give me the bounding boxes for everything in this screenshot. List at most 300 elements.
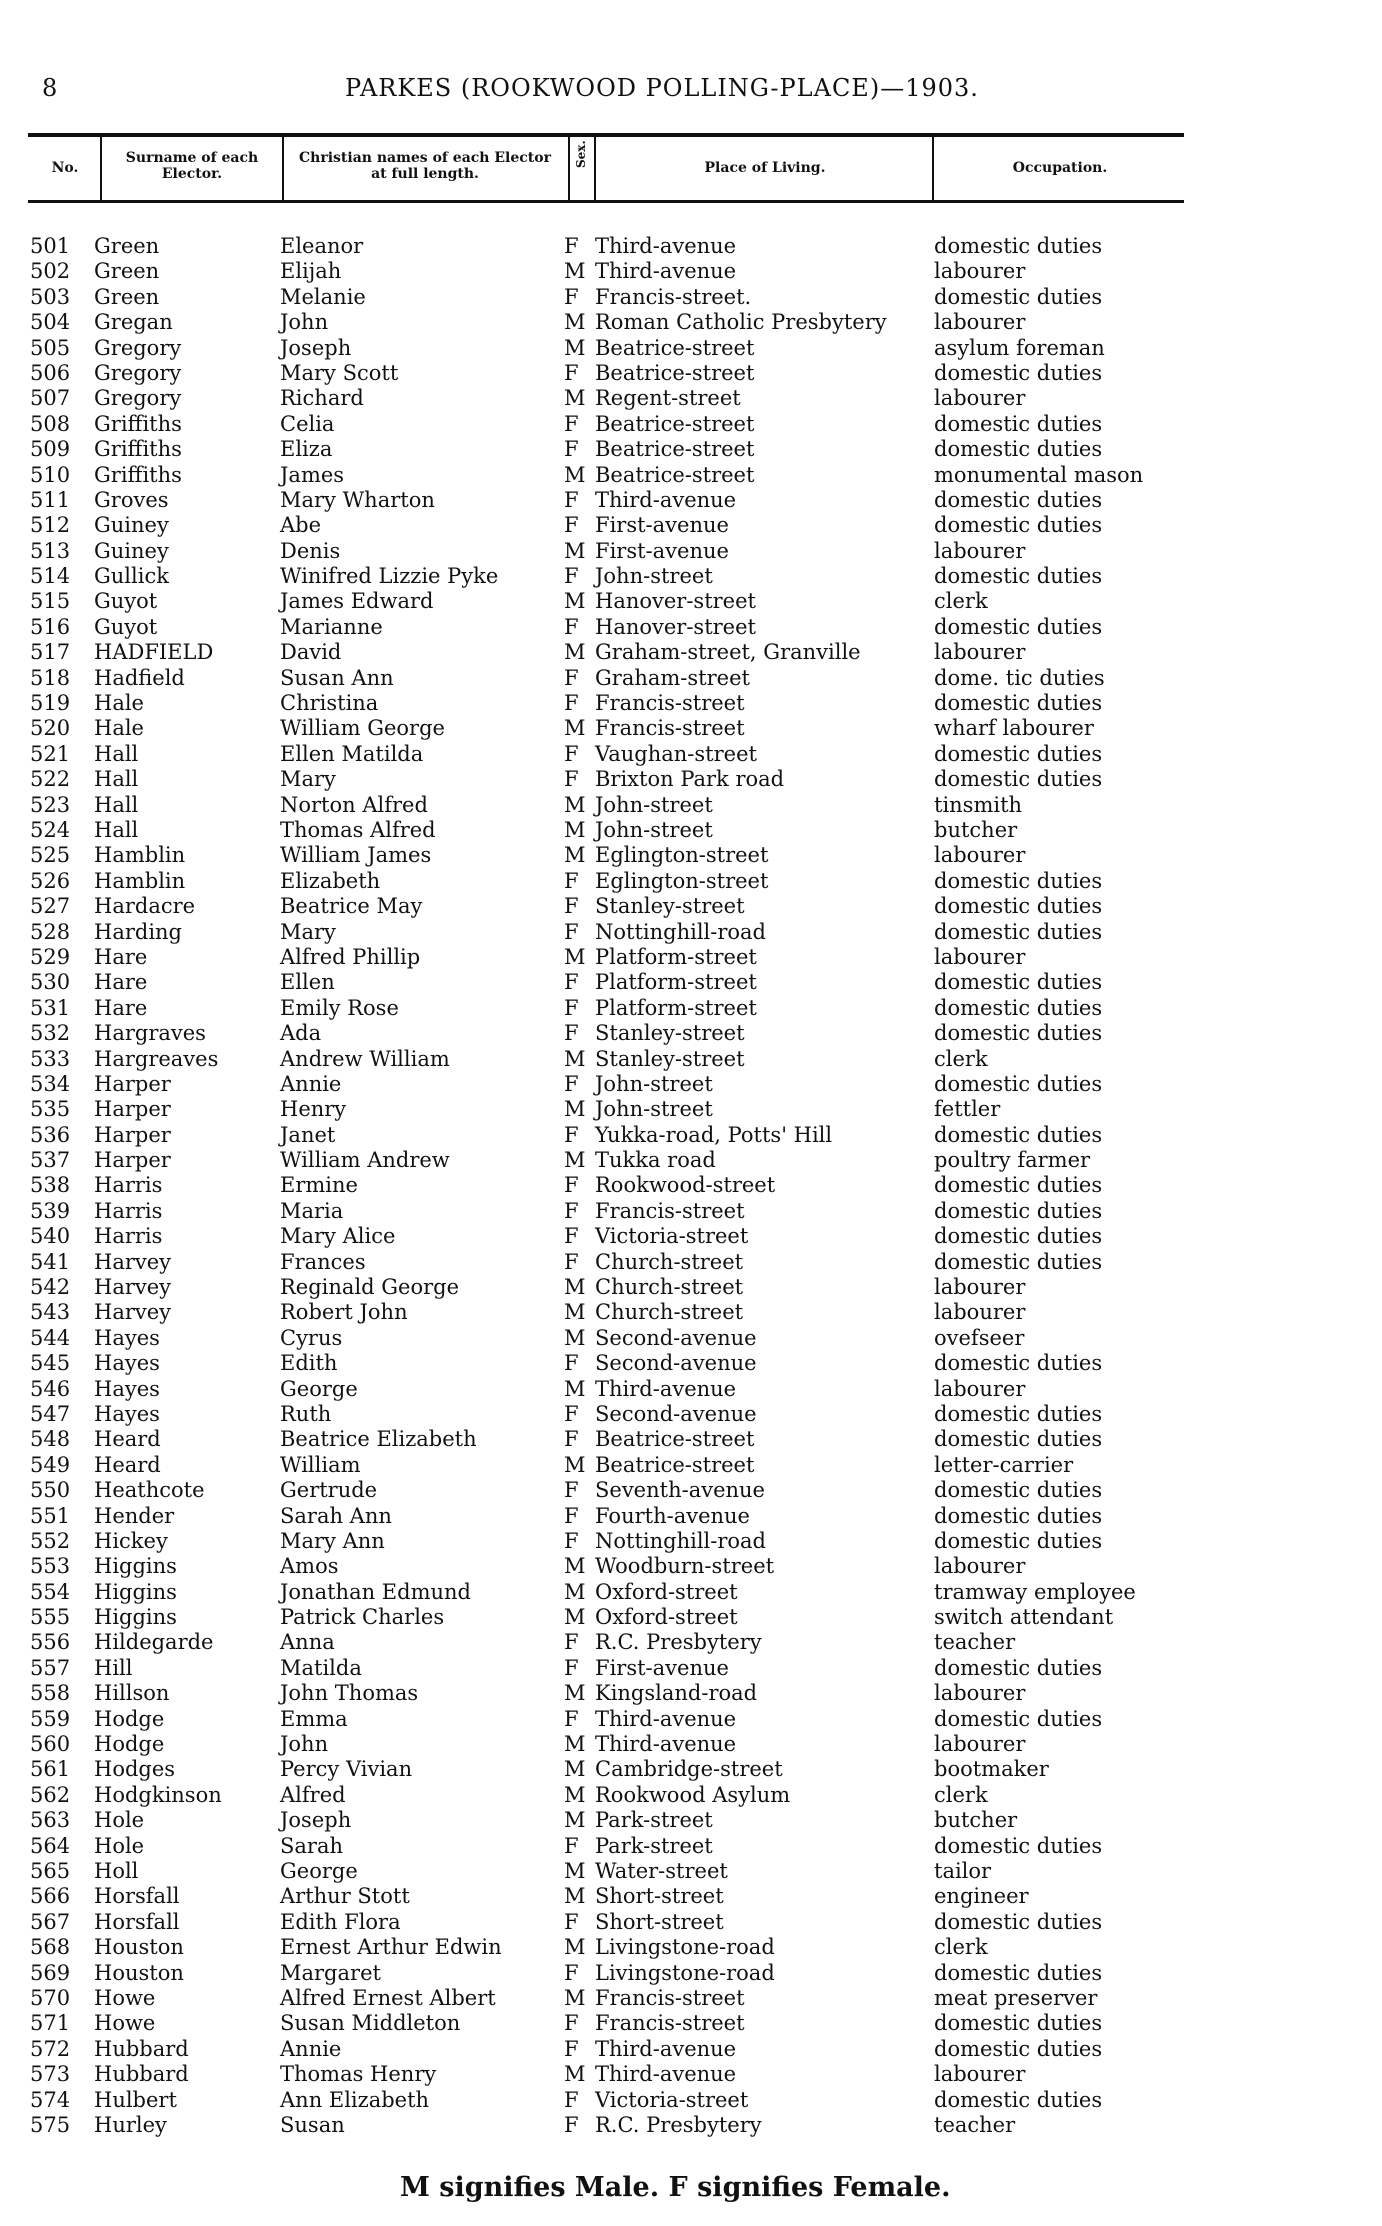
elector-christian-names: Annie — [280, 2036, 342, 2061]
elector-sex: F — [564, 614, 579, 639]
elector-place-of-living: Short-street — [595, 1909, 724, 1934]
elector-christian-names: Beatrice Elizabeth — [280, 1427, 477, 1452]
elector-christian-names: Ellen Matilda — [280, 741, 424, 766]
elector-list — [0, 234, 1382, 2138]
table-row — [0, 640, 1382, 665]
elector-christian-names: Reginald George — [280, 1275, 460, 1300]
elector-occupation: asylum foreman — [934, 335, 1105, 360]
elector-place-of-living: Park-street — [595, 1833, 713, 1858]
elector-place-of-living: Yukka-road, Potts' Hill — [595, 1122, 833, 1147]
table-row — [0, 1783, 1382, 1808]
table-row — [0, 1554, 1382, 1579]
elector-surname: Hale — [94, 691, 144, 716]
elector-christian-names: John Thomas — [280, 1681, 419, 1706]
elector-occupation: labourer — [934, 640, 1026, 665]
elector-christian-names: Mary Ann — [280, 1528, 385, 1553]
elector-sex: F — [564, 1909, 579, 1934]
elector-number: 508 — [30, 411, 71, 436]
table-row — [0, 1377, 1382, 1402]
elector-place-of-living: Eglington-street — [595, 868, 769, 893]
elector-number: 525 — [30, 843, 71, 868]
table-row — [0, 1834, 1382, 1859]
elector-christian-names: George — [280, 1376, 358, 1401]
elector-place-of-living: Beatrice-street — [595, 411, 755, 436]
elector-occupation: labourer — [934, 259, 1026, 284]
elector-place-of-living: Brixton Park road — [595, 767, 785, 792]
elector-sex: M — [564, 1681, 586, 1706]
elector-christian-names: Winifred Lizzie Pyke — [280, 564, 499, 589]
elector-number: 575 — [30, 2112, 71, 2137]
elector-surname: Gregory — [94, 360, 182, 385]
elector-christian-names: Christina — [280, 691, 379, 716]
elector-number: 528 — [30, 919, 71, 944]
elector-place-of-living: Platform-street — [595, 995, 757, 1020]
elector-christian-names: Arthur Stott — [280, 1884, 410, 1909]
elector-surname: Hickey — [94, 1528, 168, 1553]
table-row — [0, 539, 1382, 564]
elector-number: 549 — [30, 1452, 71, 1477]
table-row — [0, 1021, 1382, 1046]
table-row — [0, 488, 1382, 513]
elector-occupation: domestic duties — [934, 1122, 1103, 1147]
elector-place-of-living: Church-street — [595, 1275, 744, 1300]
elector-occupation: domestic duties — [934, 2011, 1103, 2036]
elector-sex: F — [564, 970, 579, 995]
elector-sex: M — [564, 1732, 586, 1757]
elector-christian-names: John — [280, 310, 329, 335]
elector-christian-names: Sarah — [280, 1833, 343, 1858]
elector-surname: Green — [94, 234, 160, 258]
elector-number: 559 — [30, 1706, 71, 1731]
elector-christian-names: Norton Alfred — [280, 792, 428, 817]
elector-occupation: labourer — [934, 1554, 1026, 1579]
elector-sex: M — [564, 462, 586, 487]
table-row — [0, 1351, 1382, 1376]
elector-occupation: domestic duties — [934, 919, 1103, 944]
elector-surname: Hargreaves — [94, 1046, 219, 1071]
elector-surname: Hall — [94, 741, 139, 766]
elector-place-of-living: Second-avenue — [595, 1325, 757, 1350]
column-header-christian: Christian names of each Elector at full length. — [299, 150, 551, 182]
table-row — [0, 1478, 1382, 1503]
elector-place-of-living: Rookwood Asylum — [595, 1782, 791, 1807]
elector-number: 570 — [30, 1985, 71, 2010]
elector-place-of-living: Third-avenue — [595, 487, 737, 512]
elector-christian-names: Percy Vivian — [280, 1757, 413, 1782]
elector-christian-names: William George — [280, 716, 445, 741]
elector-place-of-living: John-street — [595, 564, 713, 589]
elector-christian-names: David — [280, 640, 342, 665]
table-row — [0, 1808, 1382, 1833]
elector-surname: Howe — [94, 2011, 156, 2036]
elector-number: 564 — [30, 1833, 71, 1858]
elector-occupation: domestic duties — [934, 1706, 1103, 1731]
elector-place-of-living: Third-avenue — [595, 234, 737, 258]
table-row — [0, 869, 1382, 894]
elector-sex: F — [564, 1528, 579, 1553]
table-row — [0, 1148, 1382, 1173]
elector-christian-names: William James — [280, 843, 432, 868]
elector-christian-names: Amos — [280, 1554, 339, 1579]
elector-surname: Horsfall — [94, 1909, 180, 1934]
elector-christian-names: Annie — [280, 1071, 342, 1096]
elector-number: 545 — [30, 1351, 71, 1376]
elector-occupation: engineer — [934, 1884, 1029, 1909]
elector-number: 548 — [30, 1427, 71, 1452]
table-row — [0, 1605, 1382, 1630]
elector-occupation: domestic duties — [934, 437, 1103, 462]
elector-christian-names: Mary Alice — [280, 1224, 396, 1249]
elector-christian-names: Cyrus — [280, 1325, 343, 1350]
elector-number: 550 — [30, 1478, 71, 1503]
table-row — [0, 716, 1382, 741]
elector-christian-names: Ada — [280, 1021, 322, 1046]
page-number: 8 — [42, 74, 58, 102]
elector-number: 505 — [30, 335, 71, 360]
elector-place-of-living: Livingstone-road — [595, 1960, 775, 1985]
elector-number: 519 — [30, 691, 71, 716]
elector-place-of-living: Victoria-street — [595, 2087, 749, 2112]
elector-christian-names: Mary Scott — [280, 360, 399, 385]
elector-surname: Hardacre — [94, 894, 196, 919]
elector-surname: Guyot — [94, 614, 158, 639]
elector-sex: F — [564, 2112, 579, 2137]
table-row — [0, 285, 1382, 310]
elector-sex: F — [564, 360, 579, 385]
elector-place-of-living: Victoria-street — [595, 1224, 749, 1249]
elector-surname: Harris — [94, 1173, 163, 1198]
elector-place-of-living: John-street — [595, 1097, 713, 1122]
elector-christian-names: Celia — [280, 411, 335, 436]
table-row — [0, 1630, 1382, 1655]
table-row — [0, 1986, 1382, 2011]
table-row — [0, 1935, 1382, 1960]
table-row — [0, 793, 1382, 818]
elector-christian-names: Frances — [280, 1249, 366, 1274]
elector-christian-names: Abe — [280, 513, 322, 538]
elector-number: 518 — [30, 665, 71, 690]
elector-place-of-living: Francis-street — [595, 691, 745, 716]
elector-christian-names: Mary — [280, 919, 336, 944]
elector-christian-names: Alfred Phillip — [280, 944, 421, 969]
table-row — [0, 1427, 1382, 1452]
elector-christian-names: Melanie — [280, 284, 366, 309]
elector-christian-names: Susan Middleton — [280, 2011, 461, 2036]
elector-place-of-living: Beatrice-street — [595, 462, 755, 487]
elector-surname: Hubbard — [94, 2062, 189, 2087]
column-header-surname: Surname of each Elector. — [125, 150, 259, 182]
elector-number: 542 — [30, 1275, 71, 1300]
elector-place-of-living: Roman Catholic Presbytery — [595, 310, 887, 335]
elector-surname: Harper — [94, 1097, 171, 1122]
elector-surname: Hayes — [94, 1376, 160, 1401]
elector-surname: Harper — [94, 1148, 171, 1173]
elector-surname: Harris — [94, 1224, 163, 1249]
elector-number: 573 — [30, 2062, 71, 2087]
elector-occupation: clerk — [934, 1782, 988, 1807]
table-row — [0, 1656, 1382, 1681]
elector-occupation: labourer — [934, 1275, 1026, 1300]
elector-christian-names: Beatrice May — [280, 894, 423, 919]
column-header-occupation: Occupation. — [1012, 160, 1108, 176]
elector-number: 513 — [30, 538, 71, 563]
elector-number: 560 — [30, 1732, 71, 1757]
elector-place-of-living: Francis-street — [595, 716, 745, 741]
column-divider — [282, 136, 284, 200]
elector-number: 551 — [30, 1503, 71, 1528]
table-row — [0, 970, 1382, 995]
elector-occupation: labourer — [934, 310, 1026, 335]
elector-sex: F — [564, 1071, 579, 1096]
elector-place-of-living: John-street — [595, 1071, 713, 1096]
elector-christian-names: Eliza — [280, 437, 333, 462]
elector-occupation: tailor — [934, 1859, 992, 1883]
elector-occupation: switch attendant — [934, 1605, 1114, 1630]
elector-number: 510 — [30, 462, 71, 487]
table-row — [0, 666, 1382, 691]
elector-occupation: domestic duties — [934, 1478, 1103, 1503]
elector-christian-names: James Edward — [280, 589, 434, 614]
elector-sex: F — [564, 868, 579, 893]
elector-number: 522 — [30, 767, 71, 792]
column-header-place: Place of Living. — [704, 160, 826, 176]
elector-number: 515 — [30, 589, 71, 614]
elector-sex: M — [564, 1046, 586, 1071]
elector-christian-names: Thomas Henry — [280, 2062, 437, 2087]
elector-number: 538 — [30, 1173, 71, 1198]
elector-occupation: domestic duties — [934, 234, 1103, 258]
elector-occupation: domestic duties — [934, 1655, 1103, 1680]
elector-sex: F — [564, 1960, 579, 1985]
elector-christian-names: Ellen — [280, 970, 335, 995]
elector-number: 557 — [30, 1655, 71, 1680]
elector-occupation: domestic duties — [934, 1173, 1103, 1198]
elector-place-of-living: Regent-street — [595, 386, 741, 411]
elector-surname: Harper — [94, 1071, 171, 1096]
elector-surname: Harris — [94, 1198, 163, 1223]
elector-number: 566 — [30, 1884, 71, 1909]
elector-christian-names: Edith Flora — [280, 1909, 401, 1934]
elector-sex: M — [564, 1757, 586, 1782]
table-row — [0, 996, 1382, 1021]
elector-surname: Higgins — [94, 1605, 177, 1630]
elector-sex: F — [564, 437, 579, 462]
elector-sex: M — [564, 589, 586, 614]
elector-sex: F — [564, 1655, 579, 1680]
elector-occupation: domestic duties — [934, 1249, 1103, 1274]
header-rule-bottom — [28, 200, 1184, 203]
elector-surname: Hulbert — [94, 2087, 177, 2112]
elector-number: 503 — [30, 284, 71, 309]
elector-surname: Gullick — [94, 564, 169, 589]
elector-surname: Hodges — [94, 1757, 176, 1782]
elector-number: 516 — [30, 614, 71, 639]
elector-occupation: domestic duties — [934, 1401, 1103, 1426]
elector-place-of-living: Hanover-street — [595, 589, 756, 614]
elector-number: 537 — [30, 1148, 71, 1173]
table-row — [0, 2062, 1382, 2087]
elector-place-of-living: Cambridge-street — [595, 1757, 783, 1782]
elector-occupation: teacher — [934, 1630, 1016, 1655]
table-row — [0, 1097, 1382, 1122]
elector-christian-names: Joseph — [280, 1808, 352, 1833]
elector-surname: Hayes — [94, 1401, 160, 1426]
table-row — [0, 234, 1382, 259]
table-row — [0, 259, 1382, 284]
elector-number: 552 — [30, 1528, 71, 1553]
elector-sex: F — [564, 1351, 579, 1376]
elector-occupation: domestic duties — [934, 691, 1103, 716]
elector-surname: Hale — [94, 716, 144, 741]
elector-place-of-living: John-street — [595, 792, 713, 817]
header-rule-top — [28, 133, 1184, 137]
elector-sex: F — [564, 741, 579, 766]
elector-christian-names: Richard — [280, 386, 364, 411]
table-row — [0, 412, 1382, 437]
elector-surname: Hare — [94, 970, 148, 995]
elector-surname: Hall — [94, 817, 139, 842]
elector-sex: M — [564, 1148, 586, 1173]
elector-number: 523 — [30, 792, 71, 817]
elector-sex: F — [564, 1122, 579, 1147]
elector-place-of-living: Third-avenue — [595, 1732, 737, 1757]
elector-christian-names: Ann Elizabeth — [280, 2087, 430, 2112]
elector-number: 540 — [30, 1224, 71, 1249]
elector-number: 555 — [30, 1605, 71, 1630]
elector-surname: Harvey — [94, 1300, 172, 1325]
elector-christian-names: Emma — [280, 1706, 348, 1731]
elector-surname: Higgins — [94, 1579, 177, 1604]
elector-occupation: poultry farmer — [934, 1148, 1091, 1173]
elector-place-of-living: Livingstone-road — [595, 1935, 775, 1960]
elector-place-of-living: First-avenue — [595, 513, 729, 538]
table-row — [0, 1884, 1382, 1909]
table-row — [0, 1275, 1382, 1300]
table-row — [0, 437, 1382, 462]
elector-occupation: labourer — [934, 386, 1026, 411]
elector-surname: Houston — [94, 1935, 184, 1960]
column-divider — [594, 136, 596, 200]
elector-occupation: fettler — [934, 1097, 1001, 1122]
elector-christian-names: Sarah Ann — [280, 1503, 392, 1528]
elector-christian-names: Patrick Charles — [280, 1605, 445, 1630]
table-row — [0, 564, 1382, 589]
elector-surname: Hurley — [94, 2112, 167, 2137]
table-row — [0, 1580, 1382, 1605]
elector-surname: Hill — [94, 1655, 133, 1680]
elector-occupation: labourer — [934, 1300, 1026, 1325]
elector-occupation: domestic duties — [934, 1909, 1103, 1934]
elector-sex: M — [564, 1985, 586, 2010]
elector-place-of-living: Nottinghill-road — [595, 919, 766, 944]
elector-surname: Griffiths — [94, 411, 182, 436]
elector-number: 568 — [30, 1935, 71, 1960]
elector-place-of-living: Short-street — [595, 1884, 724, 1909]
elector-sex: F — [564, 1249, 579, 1274]
elector-place-of-living: Seventh-avenue — [595, 1478, 765, 1503]
elector-christian-names: Matilda — [280, 1655, 362, 1680]
elector-occupation: domestic duties — [934, 614, 1103, 639]
elector-place-of-living: John-street — [595, 817, 713, 842]
elector-occupation: domestic duties — [934, 1198, 1103, 1223]
elector-place-of-living: Beatrice-street — [595, 335, 755, 360]
elector-place-of-living: R.C. Presbytery — [595, 2112, 762, 2137]
elector-place-of-living: Beatrice-street — [595, 1452, 755, 1477]
elector-number: 553 — [30, 1554, 71, 1579]
table-row — [0, 1250, 1382, 1275]
elector-surname: Guyot — [94, 589, 158, 614]
column-divider — [100, 136, 102, 200]
elector-number: 563 — [30, 1808, 71, 1833]
elector-occupation: domestic duties — [934, 995, 1103, 1020]
elector-place-of-living: Beatrice-street — [595, 1427, 755, 1452]
elector-number: 507 — [30, 386, 71, 411]
elector-sex: M — [564, 1782, 586, 1807]
elector-occupation: labourer — [934, 1732, 1026, 1757]
elector-place-of-living: R.C. Presbytery — [595, 1630, 762, 1655]
elector-surname: Hillson — [94, 1681, 170, 1706]
table-row — [0, 1961, 1382, 1986]
elector-place-of-living: Graham-street, Granville — [595, 640, 861, 665]
elector-sex: F — [564, 411, 579, 436]
elector-place-of-living: Platform-street — [595, 944, 757, 969]
elector-occupation: domestic duties — [934, 2036, 1103, 2061]
elector-surname: Guiney — [94, 513, 169, 538]
elector-sex: M — [564, 817, 586, 842]
elector-surname: Hole — [94, 1808, 145, 1833]
elector-sex: F — [564, 1427, 579, 1452]
elector-sex: M — [564, 716, 586, 741]
table-row — [0, 463, 1382, 488]
table-row — [0, 894, 1382, 919]
elector-occupation: domestic duties — [934, 1503, 1103, 1528]
elector-place-of-living: Woodburn-street — [595, 1554, 775, 1579]
elector-number: 517 — [30, 640, 71, 665]
elector-place-of-living: Church-street — [595, 1300, 744, 1325]
table-row — [0, 2113, 1382, 2138]
elector-number: 571 — [30, 2011, 71, 2036]
elector-surname: Hubbard — [94, 2036, 189, 2061]
elector-occupation: domestic duties — [934, 1021, 1103, 1046]
elector-christian-names: James — [280, 462, 345, 487]
elector-surname: Heard — [94, 1452, 161, 1477]
elector-christian-names: Susan — [280, 2112, 345, 2137]
elector-sex: F — [564, 2036, 579, 2061]
elector-occupation: domestic duties — [934, 1351, 1103, 1376]
elector-occupation: domestic duties — [934, 564, 1103, 589]
elector-place-of-living: Tukka road — [595, 1148, 716, 1173]
elector-occupation: domestic duties — [934, 1224, 1103, 1249]
elector-surname: Harding — [94, 919, 182, 944]
elector-occupation: domestic duties — [934, 767, 1103, 792]
elector-occupation: dome. tic duties — [934, 665, 1105, 690]
elector-sex: M — [564, 1808, 586, 1833]
elector-surname: Hamblin — [94, 868, 186, 893]
elector-occupation: butcher — [934, 817, 1018, 842]
elector-sex: F — [564, 564, 579, 589]
elector-number: 569 — [30, 1960, 71, 1985]
elector-occupation: domestic duties — [934, 970, 1103, 995]
elector-occupation: clerk — [934, 589, 988, 614]
table-row — [0, 1681, 1382, 1706]
column-header-no: No. — [51, 160, 79, 176]
elector-christian-names: Alfred — [280, 1782, 346, 1807]
elector-occupation: clerk — [934, 1935, 988, 1960]
elector-number: 536 — [30, 1122, 71, 1147]
elector-sex: M — [564, 538, 586, 563]
elector-sex: M — [564, 1935, 586, 1960]
elector-sex: M — [564, 944, 586, 969]
